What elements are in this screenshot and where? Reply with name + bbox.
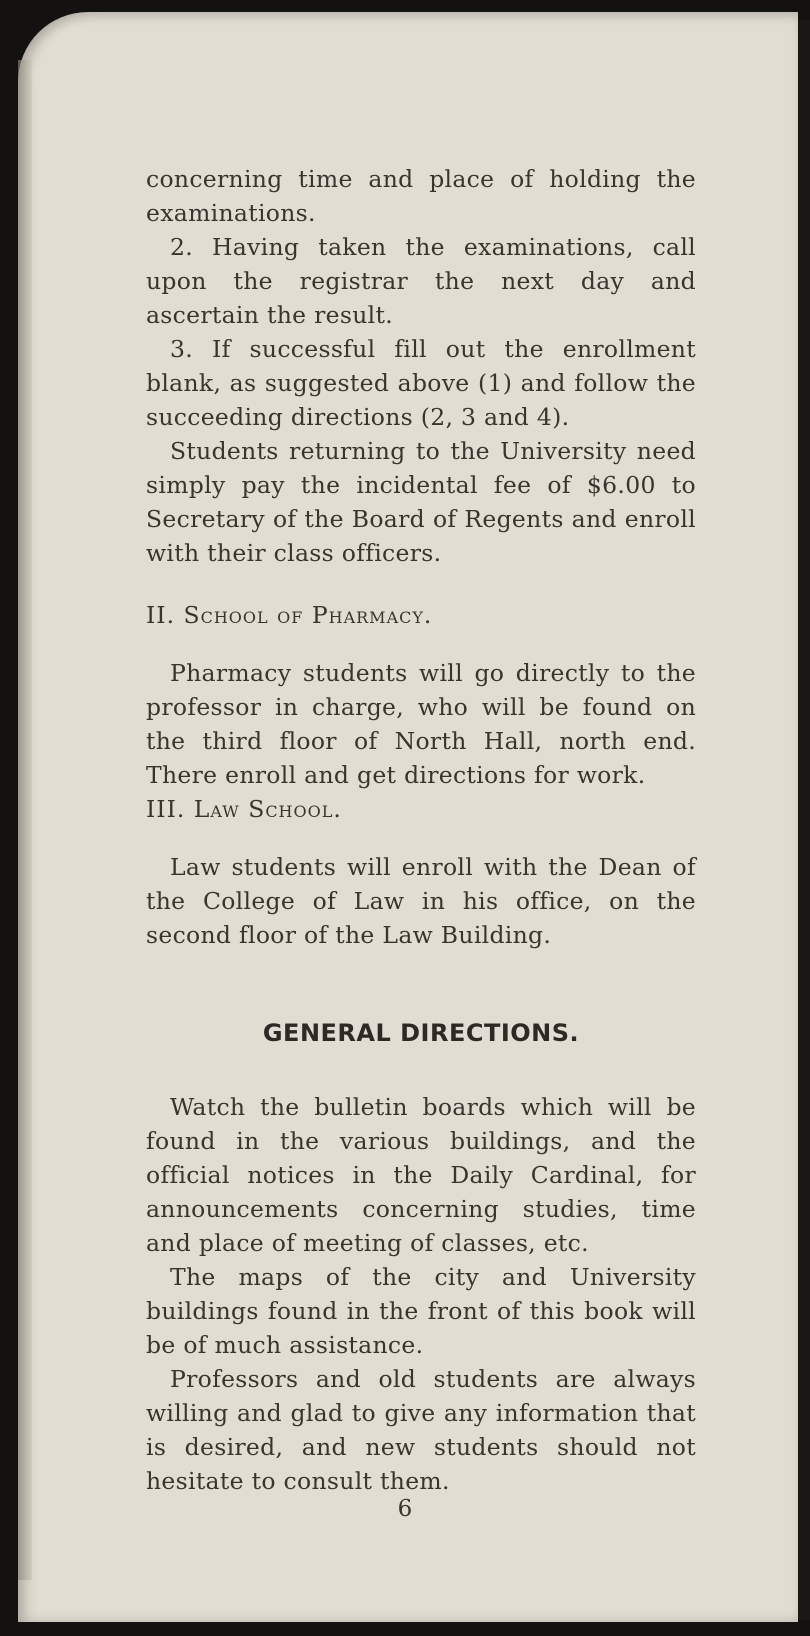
paragraph-pharmacy: Pharmacy students will go directly to the professor in charge, who will be found on the third floor of North Hall, north end. There enroll and get directions for work. (146, 659, 696, 789)
section-heading-law: III. Law School. (146, 795, 342, 823)
paragraph-step-3: 3. If successful fill out the enrollment blank, as suggested above (1) and follow the succeeding directions (2, 3 and 4). (146, 335, 696, 431)
paragraph-maps: The maps of the city and University buildings found in the front of this book will be of much assistance. (146, 1263, 696, 1359)
page-spine-shadow (18, 60, 32, 1580)
paragraph-examinations: concerning time and place of holding the examinations. (146, 165, 696, 227)
paragraph-law: Law students will enroll with the Dean of the College of Law in his office, on the second floor of the Law Building. (146, 853, 696, 949)
paragraph-bulletin-boards: Watch the bulletin boards which will be found in the various buildings, and the official notices in the Daily Cardinal, for announcements concerning studies, time and place of meeting of classes, etc. (146, 1093, 696, 1257)
section-heading-pharmacy: II. School of Pharmacy. (146, 601, 433, 629)
paragraph-step-2: 2. Having taken the examinations, call upon the registrar the next day and ascertain the result. (146, 233, 696, 329)
right-edge (798, 20, 810, 1620)
heading-general-directions: GENERAL DIRECTIONS. (262, 1019, 580, 1047)
page-number: 6 (397, 1496, 413, 1522)
paragraph-returning-students: Students returning to the University need simply pay the incidental fee of $6.00 to Secretary of the Board of Regents and enroll with their class officers. (146, 437, 696, 567)
paragraph-professors: Professors and old students are always willing and glad to give any information that is desired, and new students should not hesitate to consult them. (146, 1365, 696, 1495)
page-text (146, 162, 696, 1498)
